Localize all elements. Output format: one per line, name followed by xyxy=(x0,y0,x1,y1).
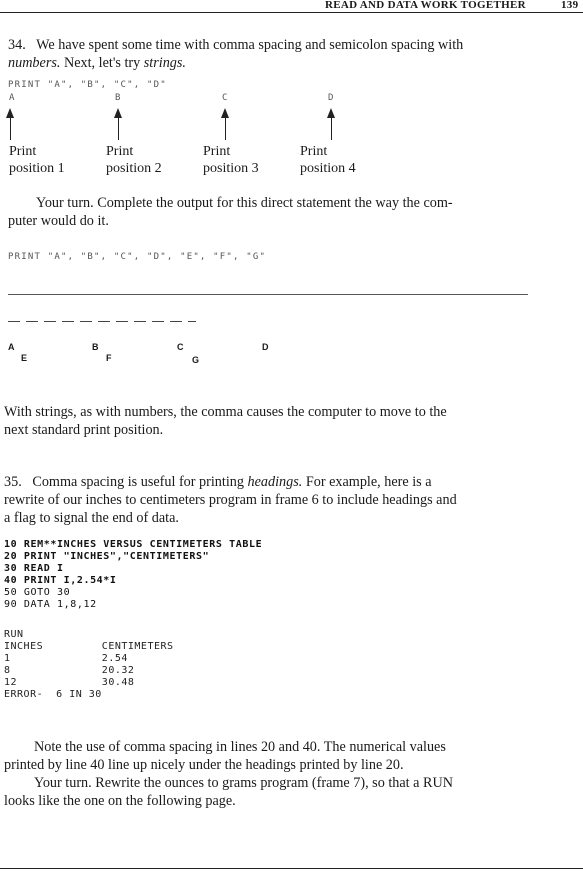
code-line: 90 DATA 1,8,12 xyxy=(4,599,97,610)
answer-letter-a: A xyxy=(8,342,15,352)
print-position-1: Print position 1 xyxy=(9,144,65,176)
code-line: 20 PRINT "INCHES","CENTIMETERS" xyxy=(4,551,210,562)
blank-dash xyxy=(8,321,20,322)
arrow-stem xyxy=(10,116,12,140)
code-line: 30 READ I xyxy=(4,563,64,574)
blank-dash xyxy=(62,321,74,322)
frame34-intro: 34. We have spent some time with comma spacing and semicolon spacing with numbers. Next, let's try strings. xyxy=(8,37,464,71)
blank-dash xyxy=(152,321,164,322)
run-line: INCHES CENTIMETERS xyxy=(4,641,174,652)
answer-letter-f: F xyxy=(106,353,112,363)
header-title: READ AND DATA WORK TOGETHER xyxy=(325,0,526,11)
blank-dash xyxy=(134,321,146,322)
footer-rule xyxy=(0,868,583,869)
print-position-2: Print position 2 xyxy=(106,144,162,176)
run-line: 8 20.32 xyxy=(4,665,135,676)
print-position-3: Print position 3 xyxy=(203,144,259,176)
run-line: 12 30.48 xyxy=(4,677,135,688)
arrow-stem xyxy=(331,116,333,140)
blank-dash xyxy=(98,321,110,322)
header-rule xyxy=(0,12,583,13)
program-listing xyxy=(4,539,262,611)
blank-dash xyxy=(188,321,196,322)
output-letter-b: B xyxy=(115,93,122,103)
frame34-number: 34. xyxy=(8,37,26,53)
run-line: ERROR- 6 IN 30 xyxy=(4,689,102,700)
arrow-stem xyxy=(118,116,120,140)
code-line: 10 REM**INCHES VERSUS CENTIMETERS TABLE xyxy=(4,539,263,550)
answer-letter-c: C xyxy=(177,342,184,352)
output-letter-c: C xyxy=(222,93,229,103)
frame35-number: 35. xyxy=(4,474,22,490)
code-print-abcd: PRINT "A", "B", "C", "D" xyxy=(8,80,167,90)
output-letter-d: D xyxy=(328,93,335,103)
output-letter-a: A xyxy=(9,93,16,103)
code-line: 50 GOTO 30 xyxy=(4,587,71,598)
answer-rule xyxy=(8,294,528,295)
blank-dash xyxy=(26,321,38,322)
run-line: 1 2.54 xyxy=(4,653,128,664)
blank-dash xyxy=(44,321,56,322)
run-line: RUN xyxy=(4,629,24,640)
frame35-intro: 35. Comma spacing is useful for printing headings. For example, here is a rewrite of our inches to centimeters program in frame 6 to include headings and a flag to signal the end of data. xyxy=(4,474,457,526)
running-header xyxy=(325,0,555,11)
code-line: 40 PRINT I,2.54*I xyxy=(4,575,117,586)
run-output xyxy=(4,629,174,701)
blank-dash xyxy=(170,321,182,322)
frame35-note: Note the use of comma spacing in lines 20 and 40. The numerical values printed by line 40 line up nicely under the headings printed by line 20. Your turn. Rewrite the ounces to grams program (frame 7), so that a RUN looks like the one on the following page. xyxy=(4,739,453,809)
code-print-abcdefg: PRINT "A", "B", "C", "D", "E", "F", "G" xyxy=(8,252,267,262)
answer-letter-e: E xyxy=(21,353,28,363)
answer-letter-d: D xyxy=(262,342,269,352)
frame34-summary: With strings, as with numbers, the comma causes the computer to move to the next standard print position. xyxy=(4,404,447,438)
arrow-stem xyxy=(225,116,227,140)
page-number: 139 xyxy=(561,0,579,11)
print-position-4: Print position 4 xyxy=(300,144,356,176)
answer-letter-g: G xyxy=(192,355,200,365)
answer-letter-b: B xyxy=(92,342,99,352)
blank-dash xyxy=(80,321,92,322)
blank-dash xyxy=(116,321,128,322)
frame34-your-turn: Your turn. Complete the output for this direct statement the way the com- puter would do it. xyxy=(8,195,453,229)
